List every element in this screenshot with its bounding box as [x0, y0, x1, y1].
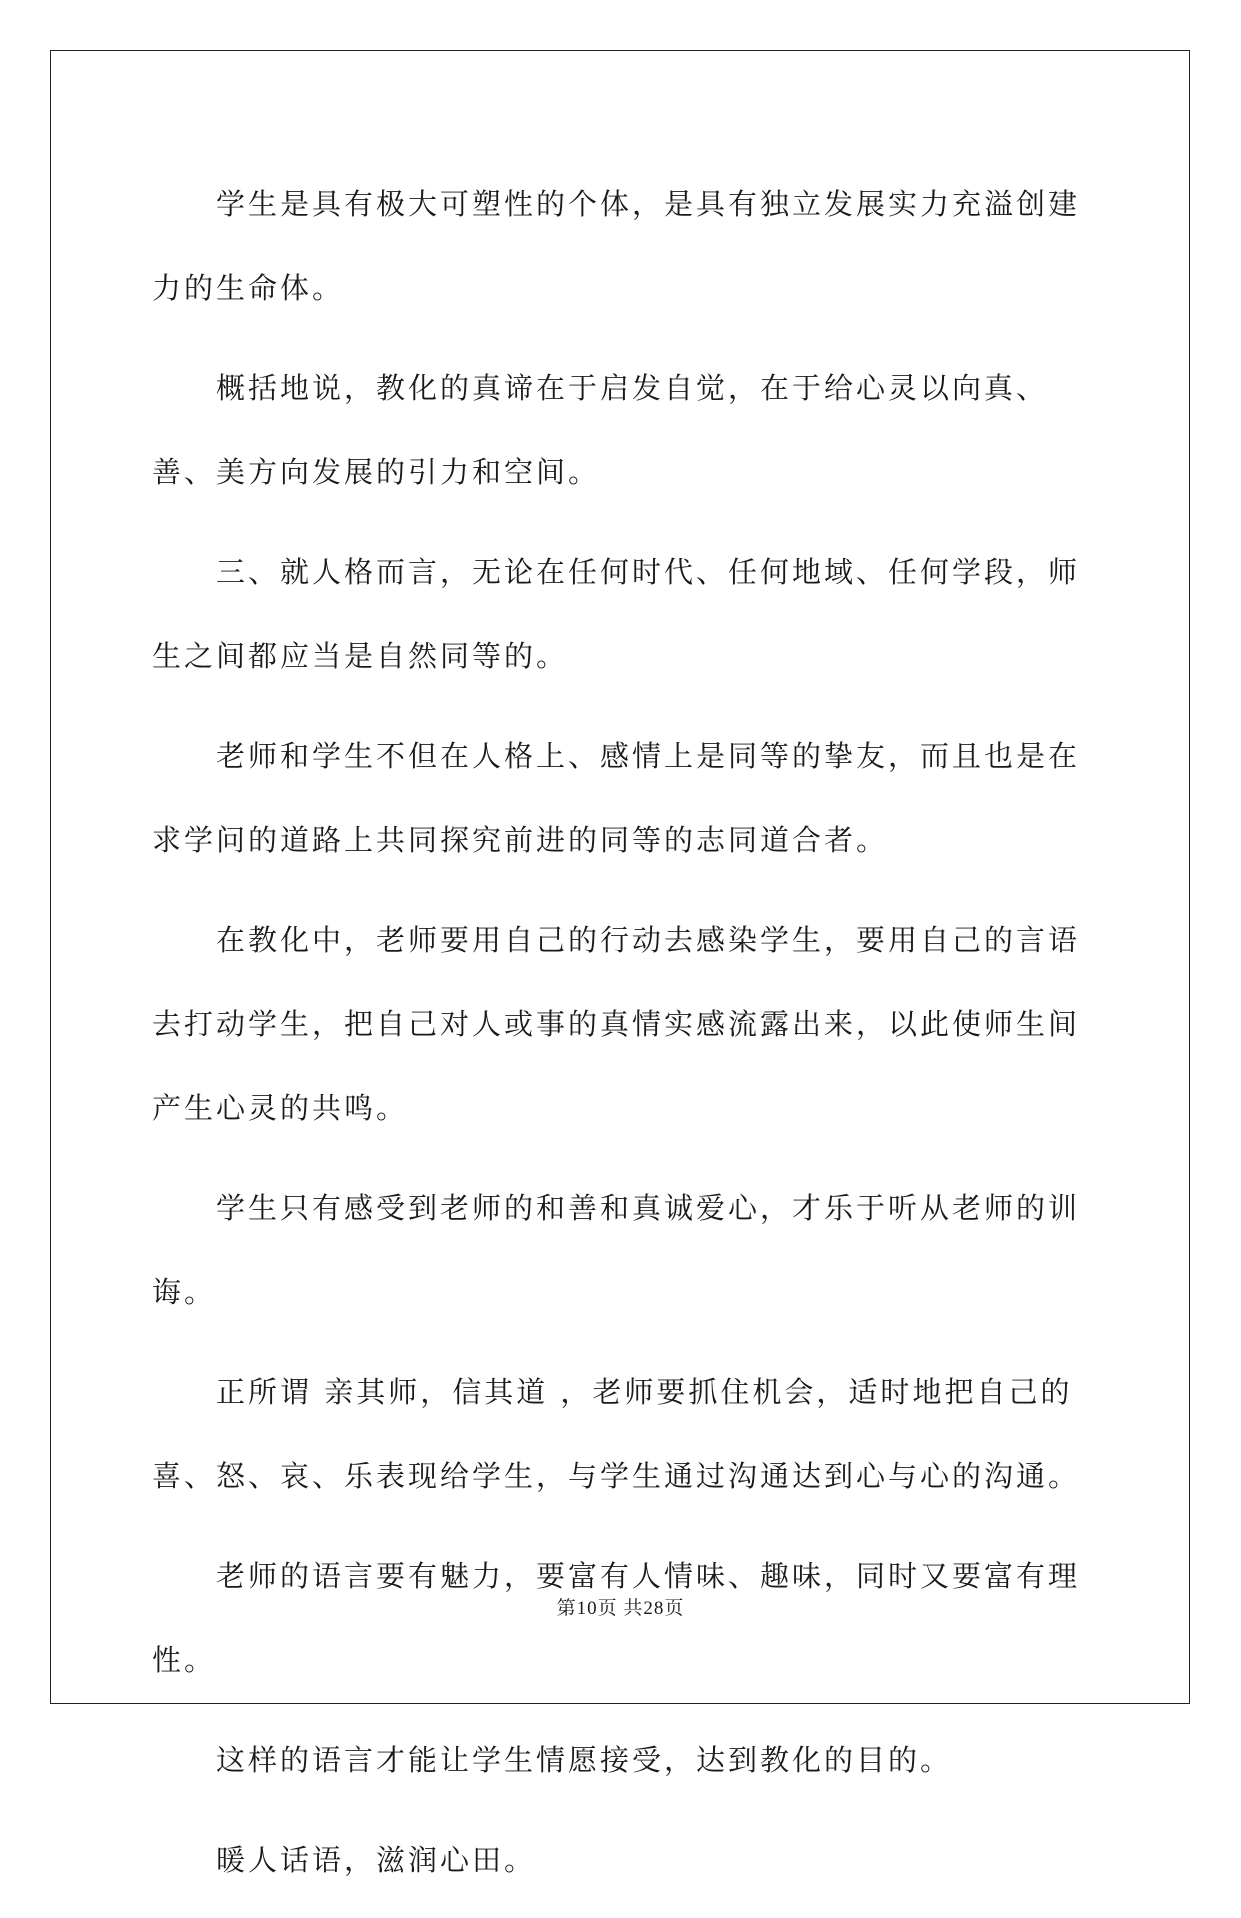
paragraph-1: 学生是具有极大可塑性的个体，是具有独立发展实力充溢创建力的生命体。: [152, 187, 1081, 305]
paragraph-10: 暖人话语，滋润心田。: [216, 1843, 537, 1877]
page-number-footer: 第10页 共28页: [556, 1598, 685, 1619]
document-body: [152, 162, 1092, 1918]
paragraph-7: 正所谓 亲其师，信其道 ，老师要抓住机会，适时地把自己的喜、怒、哀、乐表现给学生，与学生通过沟通达到心与心的沟通。: [152, 1375, 1081, 1493]
paragraph-8: 老师的语言要有魅力，要富有人情味、趣味，同时又要富有理性。: [152, 1559, 1081, 1677]
paragraph-2: 概括地说，教化的真谛在于启发自觉，在于给心灵以向真、善、美方向发展的引力和空间。: [152, 371, 1049, 489]
paragraph-6: 学生只有感受到老师的和善和真诚爱心，才乐于听从老师的训诲。: [152, 1191, 1081, 1309]
paragraph-5: 在教化中，老师要用自己的行动去感染学生，要用自己的言语去打动学生，把自己对人或事的真情实感流露出来，以此使师生间产生心灵的共鸣。: [152, 923, 1081, 1125]
paragraph-9: 这样的语言才能让学生情愿接受，达到教化的目的。: [216, 1743, 953, 1777]
paragraph-3: 三、就人格而言，无论在任何时代、任何地域、任何学段，师生之间都应当是自然同等的。: [152, 555, 1081, 673]
paragraph-4: 老师和学生不但在人格上、感情上是同等的挚友，而且也是在求学问的道路上共同探究前进的同等的志同道合者。: [152, 739, 1081, 857]
